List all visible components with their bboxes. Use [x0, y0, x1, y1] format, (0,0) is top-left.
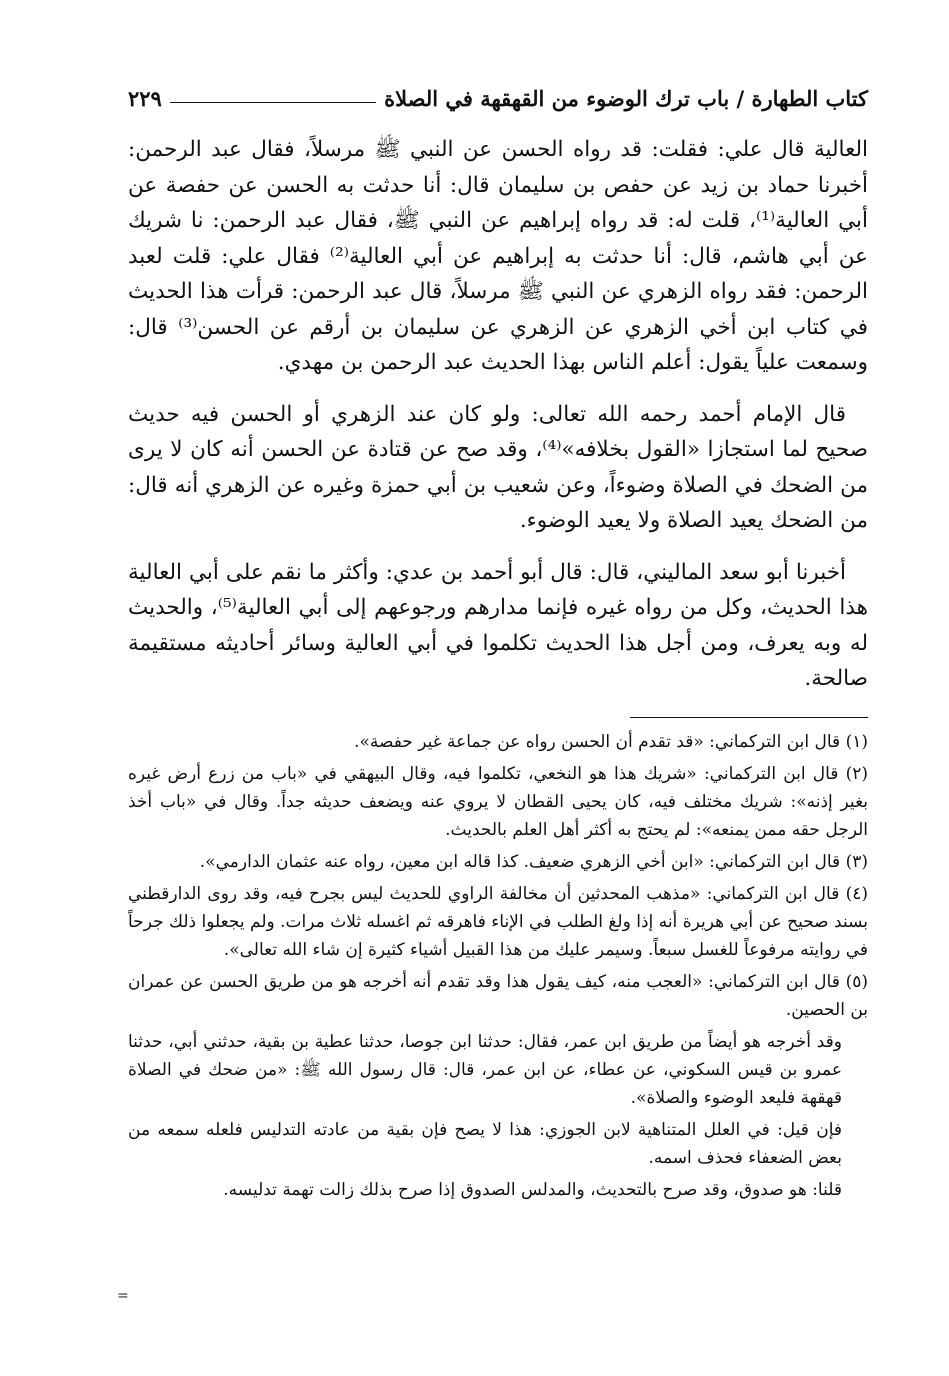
footnote-1: (١) قال ابن التركماني: «قد تقدم أن الحسن رواه عن جماعة غير حفصة». — [354, 731, 868, 752]
footnote-2: (٢) قال ابن التركماني: «شريك هذا هو النخعي، تكلموا فيه، وقال البيهقي في «باب من زرع أرض غيره بغير إذنه»: شريك مختلف فيه، كان يحيى القطان لا يروي عنه ويضعف حديثه جداً. وقال في «باب أخذ الرجل حقه ممن يمنعه»: لم يحتج به أكثر أهل العلم بالحديث. — [128, 763, 868, 840]
footnote-separator — [630, 717, 868, 718]
footnote-5: (٥) قال ابن التركماني: «العجب منه، كيف يقول هذا وقد تقدم أنه أخرجه هو من طريق الحسن عن عمران بن الحصين. — [128, 971, 868, 1020]
body-paragraph-1: العالية قال علي: فقلت: قد رواه الحسن عن النبي ﷺ مرسلاً، فقال عبد الرحمن: أخبرنا حماد بن زيد عن حفص بن سليمان قال: أنا حدثت به الحسن عن حفصة عن أبي العالية⁽¹⁾، قلت له: قد رواه إبراهيم عن النبي ﷺ، فقال عبد الرحمن: نا شريك عن أبي هاشم، قال: أنا حدثت به إبراهيم عن أبي العالية⁽²⁾ فقال علي: قلت لعبد الرحمن: فقد رواه الزهري عن النبي ﷺ مرسلاً، قال عبد الرحمن: قرأت هذا الحديث في كتاب ابن أخي الزهري عن الزهري عن سليمان بن أرقم عن الحسن⁽³⁾ قال: وسمعت علياً يقول: أعلم الناس بهذا الحديث عبد الرحمن بن مهدي. — [128, 137, 869, 375]
body-paragraph-2: قال الإمام أحمد رحمه الله تعالى: ولو كان عند الزهري أو الحسن فيه حديث صحيح لما استجازا «القول بخلافه»⁽⁴⁾، وقد صح عن قتادة عن الحسن أنه كان لا يرى من الضحك في الصلاة وضوءاً، وعن شعيب بن أبي حمزة وغيره عن الزهري أنه قال: من الضحك يعيد الصلاة ولا يعيد الوضوء. — [128, 401, 868, 533]
header-title: كتاب الطهارة / باب ترك الوضوء من القهقهة في الصلاة — [384, 85, 868, 111]
running-header — [128, 78, 868, 118]
footnote-3: (٣) قال ابن التركماني: «ابن أخي الزهري ضعيف. كذا قاله ابن معين، رواه عنه عثمان الدارمي». — [199, 851, 868, 872]
header-rule — [170, 102, 376, 103]
footnote-4: (٤) قال ابن التركماني: «مذهب المحدثين أن مخالفة الراوي للحديث ليس بجرح فيه، وقد روى الدارقطني بسند صحيح عن أبي هريرة أنه إذا ولغ الطلب في الإناء فاهرقه ثم اغسله ثلاث مرات. ولم يجعلوا ذلك جرحاً في روايته مرفوعاً للغسل سبعاً. وسيمر عليك من هذا القبيل أشياء كثيرة إن شاء الله تعالى». — [128, 883, 868, 960]
footnote-5-continuation-1: وقد أخرجه هو أيضاً من طريق ابن عمر، فقال: حدثنا ابن جوصا، حدثنا عطية بن بقية، حدثني أبي، حدثنا عمرو بن قيس السكوني، عن عطاء، عن ابن عمر، قال: قال رسول الله ﷺ: «من ضحك في الصلاة قهقهة فليعد الوضوء والصلاة». — [128, 1031, 842, 1108]
footnote-5-continuation-3: قلنا: هو صدوق، وقد صرح بالتحديث، والمدلس الصدوق إذا صرح بذلك زالت تهمة تدليسه. — [223, 1179, 842, 1200]
footnote-5-continuation-2: فإن قيل: في العلل المتناهية لابن الجوزي: هذا لا يصح فإن بقية من عادته التدليس فلعله سمعه من بعض الضعفاء فحذف اسمه. — [128, 1119, 842, 1168]
body-paragraph-3: أخبرنا أبو سعد الماليني، قال: قال أبو أحمد بن عدي: وأكثر ما نقم على أبي العالية هذا الحديث، وكل من رواه غيره فإنما مدارهم ورجوعهم إلى أبي العالية⁽⁵⁾، والحديث له وبه يعرف، ومن أجل هذا الحديث تكلموا في أبي العالية وسائر أحاديثه مستقيمة صالحة. — [128, 559, 868, 691]
footnotes — [128, 728, 868, 1204]
continuation-mark: = — [117, 1288, 129, 1304]
book-page — [128, 78, 868, 1208]
main-text — [128, 132, 868, 697]
page-number: ٢٢٩ — [128, 85, 162, 111]
